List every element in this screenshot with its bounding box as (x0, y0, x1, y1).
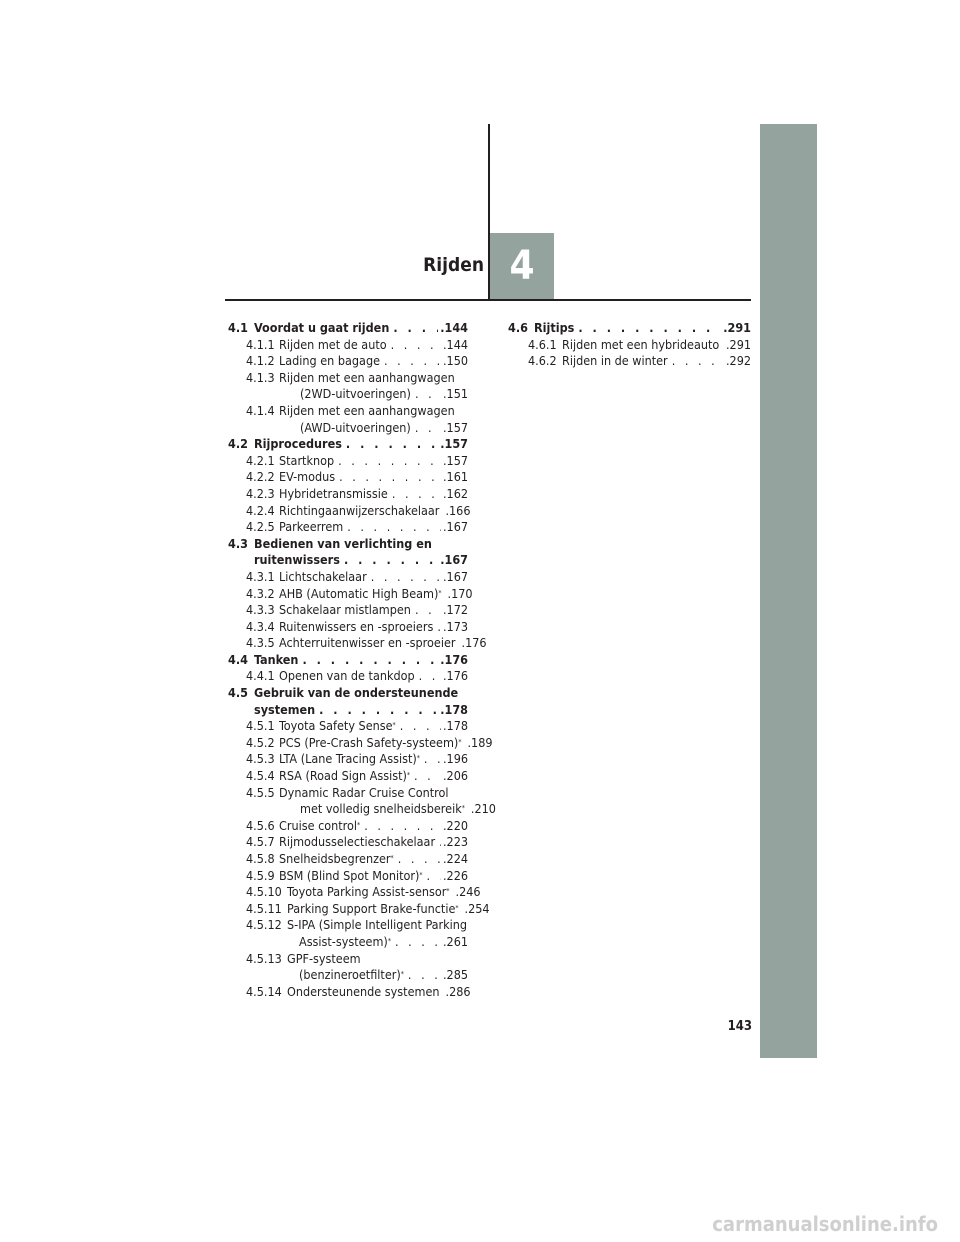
footnote-marker: * (406, 771, 411, 780)
footnote-marker: * (387, 936, 391, 945)
toc-entry-4-6-1[interactable]: 4.6.1 Rijden met een hybrideauto . . . .291 (508, 337, 751, 354)
toc-section-4-4[interactable]: 4.4 Tanken . . . .176 (228, 652, 468, 669)
toc-section-4-5[interactable]: 4.5 Gebruik van de ondersteunende systemen . . . .178 (228, 685, 468, 718)
footnote-marker: * (458, 737, 462, 746)
toc-entry-4-5-5[interactable]: 4.5.5 Dynamic Radar Cruise Control met volledig snelheidsbereik* .210 (246, 784, 496, 817)
toc-section-4-1[interactable]: 4.1 Voordat u gaat rijden . . . .144 (228, 320, 468, 337)
toc-entry-4-5-8[interactable]: 4.5.8 Snelheidsbegrenzer* . . . .224 (228, 851, 468, 868)
toc-entry-4-3-4[interactable]: 4.3.4 Ruitenwissers en -sproeiers . . . .173 (228, 619, 468, 636)
footnote-marker: * (419, 870, 423, 879)
toc-entry-4-4-1[interactable]: 4.4.1 Openen van de tankdop . . . .176 (228, 668, 468, 685)
toc-section-4-2[interactable]: 4.2 Rijprocedures . . . .157 (228, 436, 468, 453)
footnote-marker: * (390, 854, 394, 862)
footnote-marker: * (438, 588, 442, 597)
watermark: carmanualsonline.info (712, 1212, 938, 1236)
footnote-marker: * (455, 903, 459, 912)
toc-entry-4-3-2[interactable]: 4.3.2 AHB (Automatic High Beam)* .170 (246, 585, 473, 601)
toc-entry-4-5-6[interactable]: 4.5.6 Cruise control* . . . .220 (228, 818, 468, 835)
toc-entry-4-5-2[interactable]: 4.5.2 PCS (Pre-Crash Safety-systeem)* .189 (246, 734, 493, 750)
toc-entry-4-5-10[interactable]: 4.5.10 Toyota Parking Assist-sensor* .246 (246, 884, 481, 900)
toc-entry-4-2-1[interactable]: 4.2.1 Startknop . . . .157 (228, 453, 468, 470)
toc-entry-4-1-3[interactable]: 4.1.3 Rijden met een aanhangwagen (2WD-uitvoeringen) . . . .151 (228, 370, 468, 403)
toc-column-right (508, 320, 751, 370)
footnote-marker: * (416, 754, 420, 763)
toc-entry-4-6-2[interactable]: 4.6.2 Rijden in de winter . . . .292 (508, 353, 751, 370)
toc-entry-4-2-5[interactable]: 4.2.5 Parkeerrem . . . .167 (228, 519, 468, 536)
toc-entry-4-5-3[interactable]: 4.5.3 LTA (Lane Tracing Assist)* . . . .196 (228, 751, 468, 768)
page-number: 143 (727, 1019, 752, 1034)
toc-entry-4-1-4[interactable]: 4.1.4 Rijden met een aanhangwagen (AWD-uitvoeringen) . . . .157 (228, 403, 468, 436)
toc-entry-4-3-1[interactable]: 4.3.1 Lichtschakelaar . . . .167 (228, 569, 468, 586)
toc-entry-4-5-12[interactable]: 4.5.12 S-IPA (Simple Intelligent Parking Assist-systeem)* . . . .261 (228, 917, 468, 950)
toc-entry-4-3-5[interactable]: 4.3.5 Achterruitenwisser en -sproeier .176 (246, 635, 487, 651)
toc-entry-4-5-4[interactable]: 4.5.4 RSA (Road Sign Assist)* . . . .206 (228, 768, 468, 785)
header-horizontal-rule (225, 299, 751, 301)
toc-entry-4-5-14[interactable]: 4.5.14 Ondersteunende systemen .286 (246, 983, 471, 999)
toc-entry-4-5-11[interactable]: 4.5.11 Parking Support Brake-functie* .254 (246, 900, 490, 916)
toc-section-4-3[interactable]: 4.3 Bedienen van verlichting en ruitenwissers . . . .167 (228, 536, 468, 569)
chapter-side-tab (760, 124, 817, 1058)
chapter-title: Rijden (423, 254, 484, 276)
toc-entry-4-2-2[interactable]: 4.2.2 EV-modus . . . .161 (228, 469, 468, 486)
footnote-marker: * (446, 887, 450, 896)
toc-entry-4-5-9[interactable]: 4.5.9 BSM (Blind Spot Monitor)* . . . .226 (228, 868, 468, 885)
toc-entry-4-5-13[interactable]: 4.5.13 GPF-systeem (benzineroetfilter)* . . . .285 (228, 951, 468, 984)
footnote-marker: * (392, 721, 396, 730)
chapter-number: 4 (509, 243, 535, 289)
toc-entry-4-5-7[interactable]: 4.5.7 Rijmodusselectieschakelaar . . . .223 (228, 834, 468, 851)
toc-entry-4-1-2[interactable]: 4.1.2 Lading en bagage . . . .150 (228, 353, 468, 370)
toc-entry-4-1-1[interactable]: 4.1.1 Rijden met de auto . . . .144 (228, 337, 468, 354)
toc-column-left (228, 320, 496, 1000)
footnote-marker: * (400, 970, 404, 979)
toc-entry-4-3-3[interactable]: 4.3.3 Schakelaar mistlampen . . . .172 (228, 602, 468, 619)
toc-entry-4-5-1[interactable]: 4.5.1 Toyota Safety Sense* . . . .178 (228, 718, 468, 735)
toc-entry-4-2-3[interactable]: 4.2.3 Hybridetransmissie . . . .162 (228, 486, 468, 503)
toc-entry-4-2-4[interactable]: 4.2.4 Richtingaanwijzerschakelaar .166 (246, 502, 471, 518)
footnote-marker: * (461, 804, 465, 813)
toc-section-4-6[interactable]: 4.6 Rijtips . . . .291 (508, 320, 751, 337)
footnote-marker: * (357, 820, 361, 829)
